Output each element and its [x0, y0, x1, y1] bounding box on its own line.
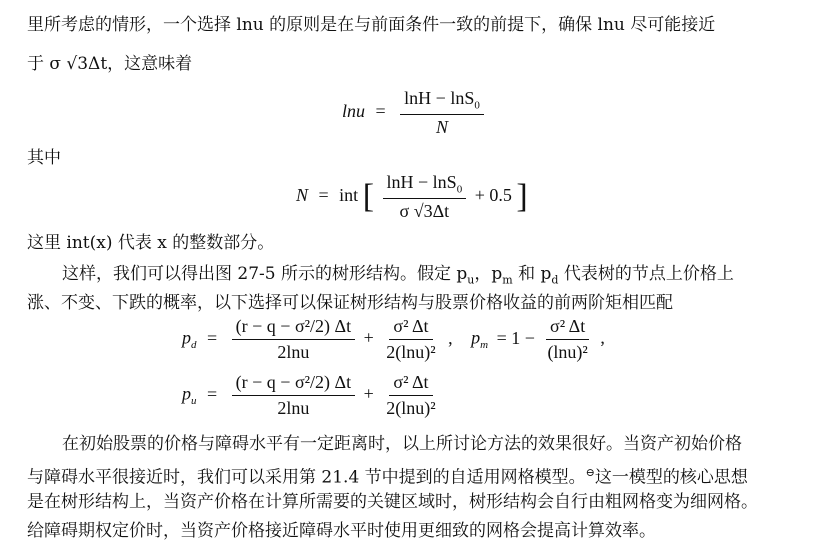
eq2-numerator: lnH − lnS [386, 172, 457, 192]
eq2-left-bracket: [ [362, 177, 375, 215]
eq2-func: int [339, 184, 359, 205]
text-line-2-suffix: 这意味着 [124, 54, 193, 74]
p3-sub-u: u [467, 273, 475, 287]
eq3-frac2-num: σ² Δt [389, 316, 432, 340]
text-line-5: 在初始股票的价格与障碍水平有一定距离时，以上所讨论方法的效果很好。当资产初始价格 [62, 434, 742, 454]
footnote-mark[interactable]: ⊖ [585, 466, 595, 479]
eq2-denominator: σ √3Δt [399, 200, 450, 221]
eq2-lhs: N [296, 184, 309, 205]
text-line-int: 这里 int(x) 代表 x 的整数部分。 [27, 233, 275, 253]
eq3-pd-sub: d [191, 339, 197, 352]
eq3-pm-eq: = 1 − [496, 327, 535, 348]
eq1-denominator: N [436, 116, 449, 137]
text-line-8: 给障碍期权定价时，当资产价格接近障碍水平时使用更细致的网格会提高计算效率。 [27, 521, 656, 541]
eq3-comma: , [448, 327, 453, 348]
text-line-1: 里所考虑的情形，一个选择 lnu 的原则是在与前面条件一致的前提下，确保 lnu 尽可能接近 [27, 15, 716, 35]
eq3-frac1-den: 2lnu [277, 342, 310, 362]
text-line-6 [27, 462, 748, 489]
p4-line2-end: 这一模型的核心思想 [594, 467, 748, 488]
equation-pu [182, 372, 444, 419]
eq3-end-comma: , [600, 327, 605, 348]
eq1-fraction [400, 88, 484, 138]
eq3-frac1 [232, 316, 355, 363]
eq3-frac1-num: (r − q − σ²/2) Δt [232, 316, 355, 340]
eq4-frac2-den: 2(lnu)² [386, 398, 436, 418]
eq3-pd: p [182, 327, 191, 348]
eq2-right-bracket: ] [516, 177, 528, 215]
eq3-pm-sub: m [480, 339, 489, 352]
eq3-pm: p [471, 327, 481, 348]
eq2-equals: = [318, 184, 329, 205]
eq3-frac2-den: 2(lnu)² [386, 342, 436, 362]
p3-end: 代表树的节点上价格上 [558, 264, 734, 284]
eq2-fraction [383, 172, 467, 222]
eq1-numerator-sub: 0 [474, 99, 480, 112]
p3-mid2: 和 p [512, 264, 552, 284]
eq4-plus: + [363, 383, 374, 404]
eq3-plus: + [363, 327, 374, 348]
eq3-frac3-num: σ² Δt [546, 316, 589, 340]
eq4-frac1 [232, 372, 355, 419]
eq3-frac3-den: (lnu)² [547, 342, 588, 362]
eq3-frac2 [382, 316, 439, 363]
eq1-numerator: lnH − lnS [404, 88, 475, 108]
eq4-frac1-den: 2lnu [277, 398, 310, 418]
eq4-equals: = [207, 383, 218, 404]
text-line-2 [27, 53, 192, 75]
eq4-frac2 [382, 372, 439, 419]
text-line-3 [62, 263, 734, 291]
equation-pd-pm [182, 316, 605, 363]
text-line-2-prefix: 于 σ √3Δt， [27, 54, 125, 74]
eq2-plus: + 0.5 [474, 184, 512, 205]
eq2-numerator-sub: 0 [456, 183, 463, 196]
p3-sub-d: d [551, 273, 559, 287]
eq4-frac1-num: (r − q − σ²/2) Δt [232, 372, 355, 396]
text-line-7: 是在树形结构上，当资产价格在计算所需要的关键区域时，树形结构会自行由粗网格变为细网格。 [27, 492, 758, 512]
eq1-lhs: lnu [342, 100, 366, 121]
eq4-pu-sub: u [191, 395, 197, 408]
eq4-frac2-num: σ² Δt [389, 372, 432, 396]
equation-N [296, 172, 528, 222]
p3-line1: 这样，我们可以得出图 27-5 所示的树形结构。假定 p [62, 264, 468, 284]
eq1-equals: = [375, 100, 386, 121]
p3-sub-m: m [502, 273, 513, 287]
label-qizhong: 其中 [27, 148, 61, 168]
p4-line2: 与障碍水平很接近时，我们可以采用第 21.4 节中提到的自适用网格模型。 [27, 467, 586, 488]
p3-mid: ，p [474, 264, 503, 284]
eq4-pu: p [182, 383, 191, 404]
eq3-frac3 [543, 316, 591, 363]
text-line-4: 涨、不变、下跌的概率，以下选择可以保证树形结构与股票价格收益的前两阶矩相匹配 [27, 293, 673, 313]
eq3-equals: = [207, 327, 218, 348]
equation-lnu [342, 88, 488, 138]
